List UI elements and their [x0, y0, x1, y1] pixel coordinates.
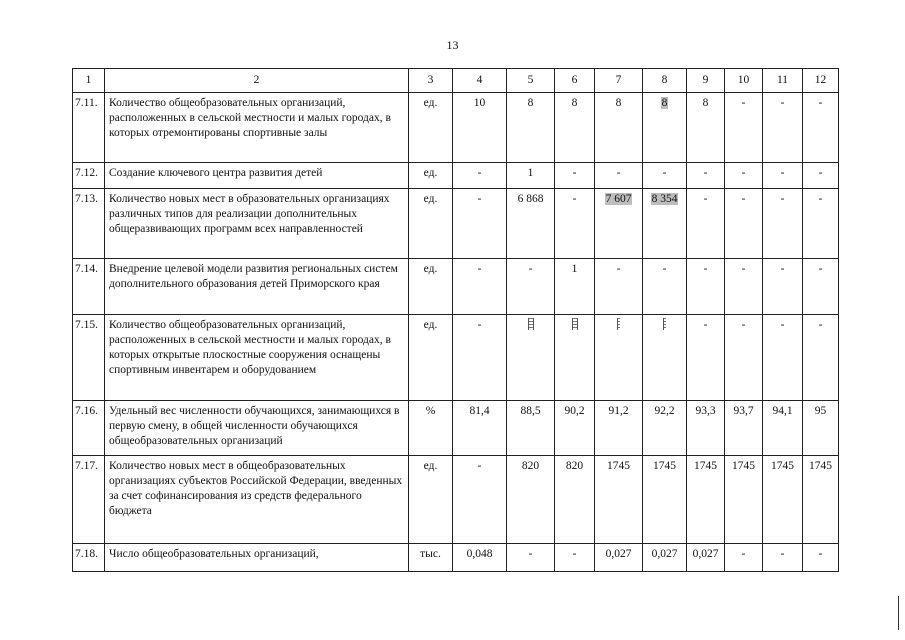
indicator-name: Количество общеобразовательных организаций, расположенных в сельской местности и малых городах, в которых отремонтированы спортивные залы	[105, 93, 409, 163]
indicator-name: Количество новых мест в общеобразовательных организациях субъектов Российской Федерации, введенных за счет софинансирования из средств федерального бюджета	[105, 456, 409, 544]
value-cell: -	[803, 93, 839, 163]
value-cell: -	[725, 93, 763, 163]
unit-cell: ед.	[409, 163, 453, 189]
table-row	[73, 93, 839, 163]
unit-cell: ед.	[409, 259, 453, 315]
row-number: 7.12.	[73, 163, 105, 189]
row-number: 7.14.	[73, 259, 105, 315]
value-cell: -	[643, 163, 687, 189]
value-cell: -	[803, 259, 839, 315]
value-cell: 90,2	[555, 401, 595, 456]
value-cell: -	[687, 259, 725, 315]
value-cell	[595, 315, 643, 401]
value-cell: 92,2	[643, 401, 687, 456]
value-cell: 8	[687, 93, 725, 163]
value-cell: 1745	[643, 456, 687, 544]
value-cell: -	[687, 315, 725, 401]
value-cell: -	[725, 315, 763, 401]
value-cell: 8	[555, 93, 595, 163]
header-cell: 2	[105, 69, 409, 93]
header-cell: 3	[409, 69, 453, 93]
value-cell: -	[725, 163, 763, 189]
value-cell: 0,048	[453, 544, 507, 572]
value-cell: -	[725, 189, 763, 259]
value-cell: -	[595, 163, 643, 189]
value-cell	[643, 93, 687, 163]
table-row	[73, 401, 839, 456]
indicator-name: Количество новых мест в образовательных организациях различных типов для реализации дополнительных общеразвивающих программ всех направленностей	[105, 189, 409, 259]
page-number: 13	[446, 38, 459, 52]
value-cell	[507, 315, 555, 401]
value-cell: 1745	[803, 456, 839, 544]
value-cell: 93,7	[725, 401, 763, 456]
value-cell: -	[555, 189, 595, 259]
indicator-name: Внедрение целевой модели развития региональных систем дополнительного образования детей Приморского края	[105, 259, 409, 315]
unit-cell: ед.	[409, 456, 453, 544]
header-cell: 7	[595, 69, 643, 93]
value-cell: -	[763, 189, 803, 259]
unit-cell: тыс.	[409, 544, 453, 572]
value-cell: 1	[555, 259, 595, 315]
value-cell: 93,3	[687, 401, 725, 456]
value-cell: -	[453, 259, 507, 315]
value-cell: 10	[453, 93, 507, 163]
illegible-value-mark	[663, 318, 666, 330]
illegible-value-mark	[528, 318, 534, 330]
value-cell	[555, 315, 595, 401]
row-number: 7.17.	[73, 456, 105, 544]
header-cell: 8	[643, 69, 687, 93]
value-cell: -	[763, 163, 803, 189]
value-cell: -	[453, 163, 507, 189]
highlighted-value: 7 607	[605, 193, 632, 205]
value-cell	[643, 315, 687, 401]
value-cell: -	[803, 544, 839, 572]
value-cell: 81,4	[453, 401, 507, 456]
indicator-name: Создание ключевого центра развития детей	[105, 163, 409, 189]
value-cell: -	[507, 544, 555, 572]
value-cell: -	[803, 163, 839, 189]
value-cell: 820	[555, 456, 595, 544]
header-cell: 4	[453, 69, 507, 93]
value-cell: 91,2	[595, 401, 643, 456]
value-cell: 6 868	[507, 189, 555, 259]
value-cell: 8	[595, 93, 643, 163]
table-row	[73, 315, 839, 401]
unit-cell: %	[409, 401, 453, 456]
row-number: 7.18.	[73, 544, 105, 572]
value-cell: -	[763, 315, 803, 401]
value-cell: 820	[507, 456, 555, 544]
row-number: 7.16.	[73, 401, 105, 456]
row-number: 7.13.	[73, 189, 105, 259]
value-cell: -	[687, 163, 725, 189]
value-cell	[643, 189, 687, 259]
header-cell: 12	[803, 69, 839, 93]
value-cell: -	[555, 544, 595, 572]
unit-cell: ед.	[409, 315, 453, 401]
table-row	[73, 544, 839, 572]
value-cell: 1745	[687, 456, 725, 544]
indicator-name: Число общеобразовательных организаций,	[105, 544, 409, 572]
table-row	[73, 163, 839, 189]
value-cell: -	[453, 189, 507, 259]
value-cell: -	[803, 189, 839, 259]
value-cell: 1745	[595, 456, 643, 544]
table-header-row	[73, 69, 839, 93]
table-row	[73, 259, 839, 315]
value-cell: 94,1	[763, 401, 803, 456]
illegible-value-mark	[617, 318, 620, 330]
table-row	[73, 189, 839, 259]
value-cell: 0,027	[643, 544, 687, 572]
value-cell: 8	[507, 93, 555, 163]
row-number: 7.11.	[73, 93, 105, 163]
row-number: 7.15.	[73, 315, 105, 401]
header-cell: 9	[687, 69, 725, 93]
value-cell: 1	[507, 163, 555, 189]
value-cell: -	[595, 259, 643, 315]
value-cell: -	[453, 456, 507, 544]
value-cell: -	[643, 259, 687, 315]
value-cell: -	[763, 93, 803, 163]
unit-cell: ед.	[409, 189, 453, 259]
table-row	[73, 456, 839, 544]
value-cell: -	[763, 259, 803, 315]
value-cell: -	[687, 189, 725, 259]
value-cell: -	[803, 315, 839, 401]
indicator-name: Удельный вес численности обучающихся, занимающихся в первую смену, в общей численности обучающихся общеобразовательных организаций	[105, 401, 409, 456]
value-cell: 0,027	[687, 544, 725, 572]
indicators-table	[72, 68, 839, 572]
illegible-value-mark	[572, 318, 578, 330]
value-cell: -	[555, 163, 595, 189]
indicator-name: Количество общеобразовательных организаций, расположенных в сельской местности и малых городах, в которых открытые плоскостные сооружения оснащены спортивным инвентарем и оборудованием	[105, 315, 409, 401]
header-cell: 11	[763, 69, 803, 93]
value-cell: 0,027	[595, 544, 643, 572]
highlighted-value: 8	[661, 97, 668, 109]
value-cell: 1745	[725, 456, 763, 544]
highlighted-value: 8 354	[651, 193, 678, 205]
header-cell: 5	[507, 69, 555, 93]
value-cell: -	[507, 259, 555, 315]
header-cell: 1	[73, 69, 105, 93]
value-cell: -	[453, 315, 507, 401]
value-cell	[595, 189, 643, 259]
value-cell: 95	[803, 401, 839, 456]
value-cell: -	[763, 544, 803, 572]
header-cell: 10	[725, 69, 763, 93]
value-cell: -	[725, 544, 763, 572]
unit-cell: ед.	[409, 93, 453, 163]
value-cell: -	[725, 259, 763, 315]
scan-edge-mark	[898, 596, 899, 630]
value-cell: 1745	[763, 456, 803, 544]
header-cell: 6	[555, 69, 595, 93]
value-cell: 88,5	[507, 401, 555, 456]
